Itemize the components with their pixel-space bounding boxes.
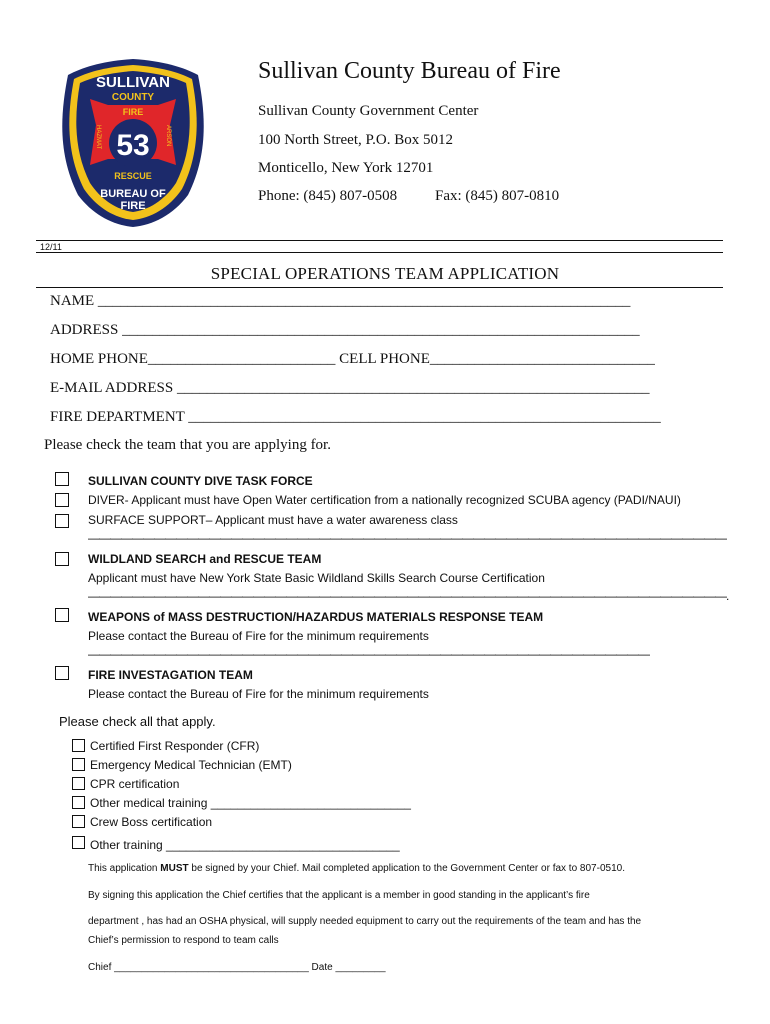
logo-top-text: SULLIVAN (96, 74, 170, 91)
fire-investigation-heading: FIRE INVESTAGATION TEAM (88, 668, 253, 682)
cpr-checkbox[interactable] (72, 777, 85, 790)
header-rule-top (36, 240, 723, 241)
fire-department-field[interactable]: FIRE DEPARTMENT _______________________________________________________________ (50, 409, 661, 425)
cpr-label: CPR certification (90, 777, 180, 791)
header-rule-bottom (36, 252, 723, 253)
wmd-hazmat-heading: WEAPONS of MASS DESTRUCTION/HAZARDUS MATERIALS RESPONSE TEAM (88, 610, 544, 624)
certification-note-line1: By signing this application the Chief certifies that the applicant is a member in good standing in the applicant’s fire (88, 890, 590, 901)
wmd-hazmat-requirement: Please contact the Bureau of Fire for the minimum requirements (88, 629, 429, 643)
other-training-label[interactable]: Other training ___________________________________ (90, 838, 400, 852)
dive-task-force-heading: SULLIVAN COUNTY DIVE TASK FORCE (88, 474, 313, 488)
surface-support-checkbox[interactable] (55, 514, 69, 528)
emt-label: Emergency Medical Technician (EMT) (90, 758, 292, 772)
dive-divider: —————————————————————————————————————————————————————————— (88, 531, 726, 545)
header-title: Sullivan County Bureau of Fire (258, 58, 561, 84)
logo-bottom1-text: BUREAU OF (100, 188, 166, 200)
title-rule (36, 287, 723, 288)
note-must-suffix: be signed by your Chief. Mail completed application to the Government Center or fax to 807-0510. (188, 863, 625, 874)
wildland-requirement: Applicant must have New York State Basic Wildland Skills Search Course Certification (88, 571, 545, 585)
other-medical-label[interactable]: Other medical training ______________________________ (90, 796, 411, 810)
wildland-heading: WILDLAND SEARCH and RESCUE TEAM (88, 552, 322, 566)
emt-checkbox[interactable] (72, 758, 85, 771)
dive-task-force-checkbox[interactable] (55, 472, 69, 486)
logo-right-text: ARSON (165, 125, 171, 147)
name-field[interactable]: NAME _______________________________________________________________________ (50, 293, 631, 309)
diver-requirement: DIVER- Applicant must have Open Water certification from a nationally recognized SCUBA agency (PADI/NAUI) (88, 493, 681, 507)
wmd-hazmat-checkbox[interactable] (55, 608, 69, 622)
logo-left-text: HAZMAT (95, 125, 101, 150)
revision-code: 12/11 (40, 242, 62, 252)
diver-checkbox[interactable] (55, 493, 69, 507)
note-must-emphasis: MUST (160, 863, 189, 874)
certification-note-line2: department , has had an OSHA physical, will supply needed equipment to carry out the requirements of the team and has the (88, 916, 642, 927)
certification-note-line3: Chief’s permission to respond to team calls (88, 935, 279, 946)
chief-signature-line[interactable]: Chief ___________________________________ Date _________ (88, 962, 386, 973)
team-instruction: Please check the team that you are applying for. (44, 437, 331, 453)
logo-number: 53 (116, 129, 150, 162)
header-phone: Phone: (845) 807-0508 (258, 188, 398, 204)
crew-boss-label: Crew Boss certification (90, 815, 213, 829)
phone-fields[interactable]: HOME PHONE_________________________ CELL PHONE______________________________ (50, 351, 655, 367)
address-field[interactable]: ADDRESS _____________________________________________________________________ (50, 322, 640, 338)
header-fax: Fax: (845) 807-0810 (435, 188, 560, 204)
cfr-label: Certified First Responder (CFR) (90, 739, 260, 753)
wildland-divider: ——————————————————————————————————————————————————————————. (88, 589, 729, 603)
logo-rescue-text: RESCUE (114, 171, 152, 181)
fire-investigation-requirement: Please contact the Bureau of Fire for the minimum requirements (88, 687, 429, 701)
surface-support-requirement: SURFACE SUPPORT– Applicant must have a water awareness class (88, 513, 458, 527)
header-city: Monticello, New York 12701 (258, 160, 434, 176)
header-center: Sullivan County Government Center (258, 103, 479, 119)
wildland-checkbox[interactable] (55, 552, 69, 566)
note-must-prefix: This application (88, 863, 161, 874)
form-title: SPECIAL OPERATIONS TEAM APPLICATION (210, 264, 560, 283)
logo-fire-text: FIRE (122, 107, 144, 117)
fire-investigation-checkbox[interactable] (55, 666, 69, 680)
crew-boss-checkbox[interactable] (72, 815, 85, 828)
other-medical-checkbox[interactable] (72, 796, 85, 809)
header-street: 100 North Street, P.O. Box 5012 (258, 132, 453, 148)
certification-instruction: Please check all that apply. (59, 714, 216, 729)
wmd-divider: ——————————————————————————————————————————————————— (88, 647, 649, 661)
cfr-checkbox[interactable] (72, 739, 85, 752)
logo-bottom2-text: FIRE (120, 200, 146, 212)
other-training-checkbox[interactable] (72, 836, 85, 849)
bureau-of-fire-logo (58, 55, 208, 230)
signature-requirement-note (88, 863, 625, 874)
email-field[interactable]: E-MAIL ADDRESS _______________________________________________________________ (50, 380, 650, 396)
logo-county-text: COUNTY (111, 92, 155, 103)
